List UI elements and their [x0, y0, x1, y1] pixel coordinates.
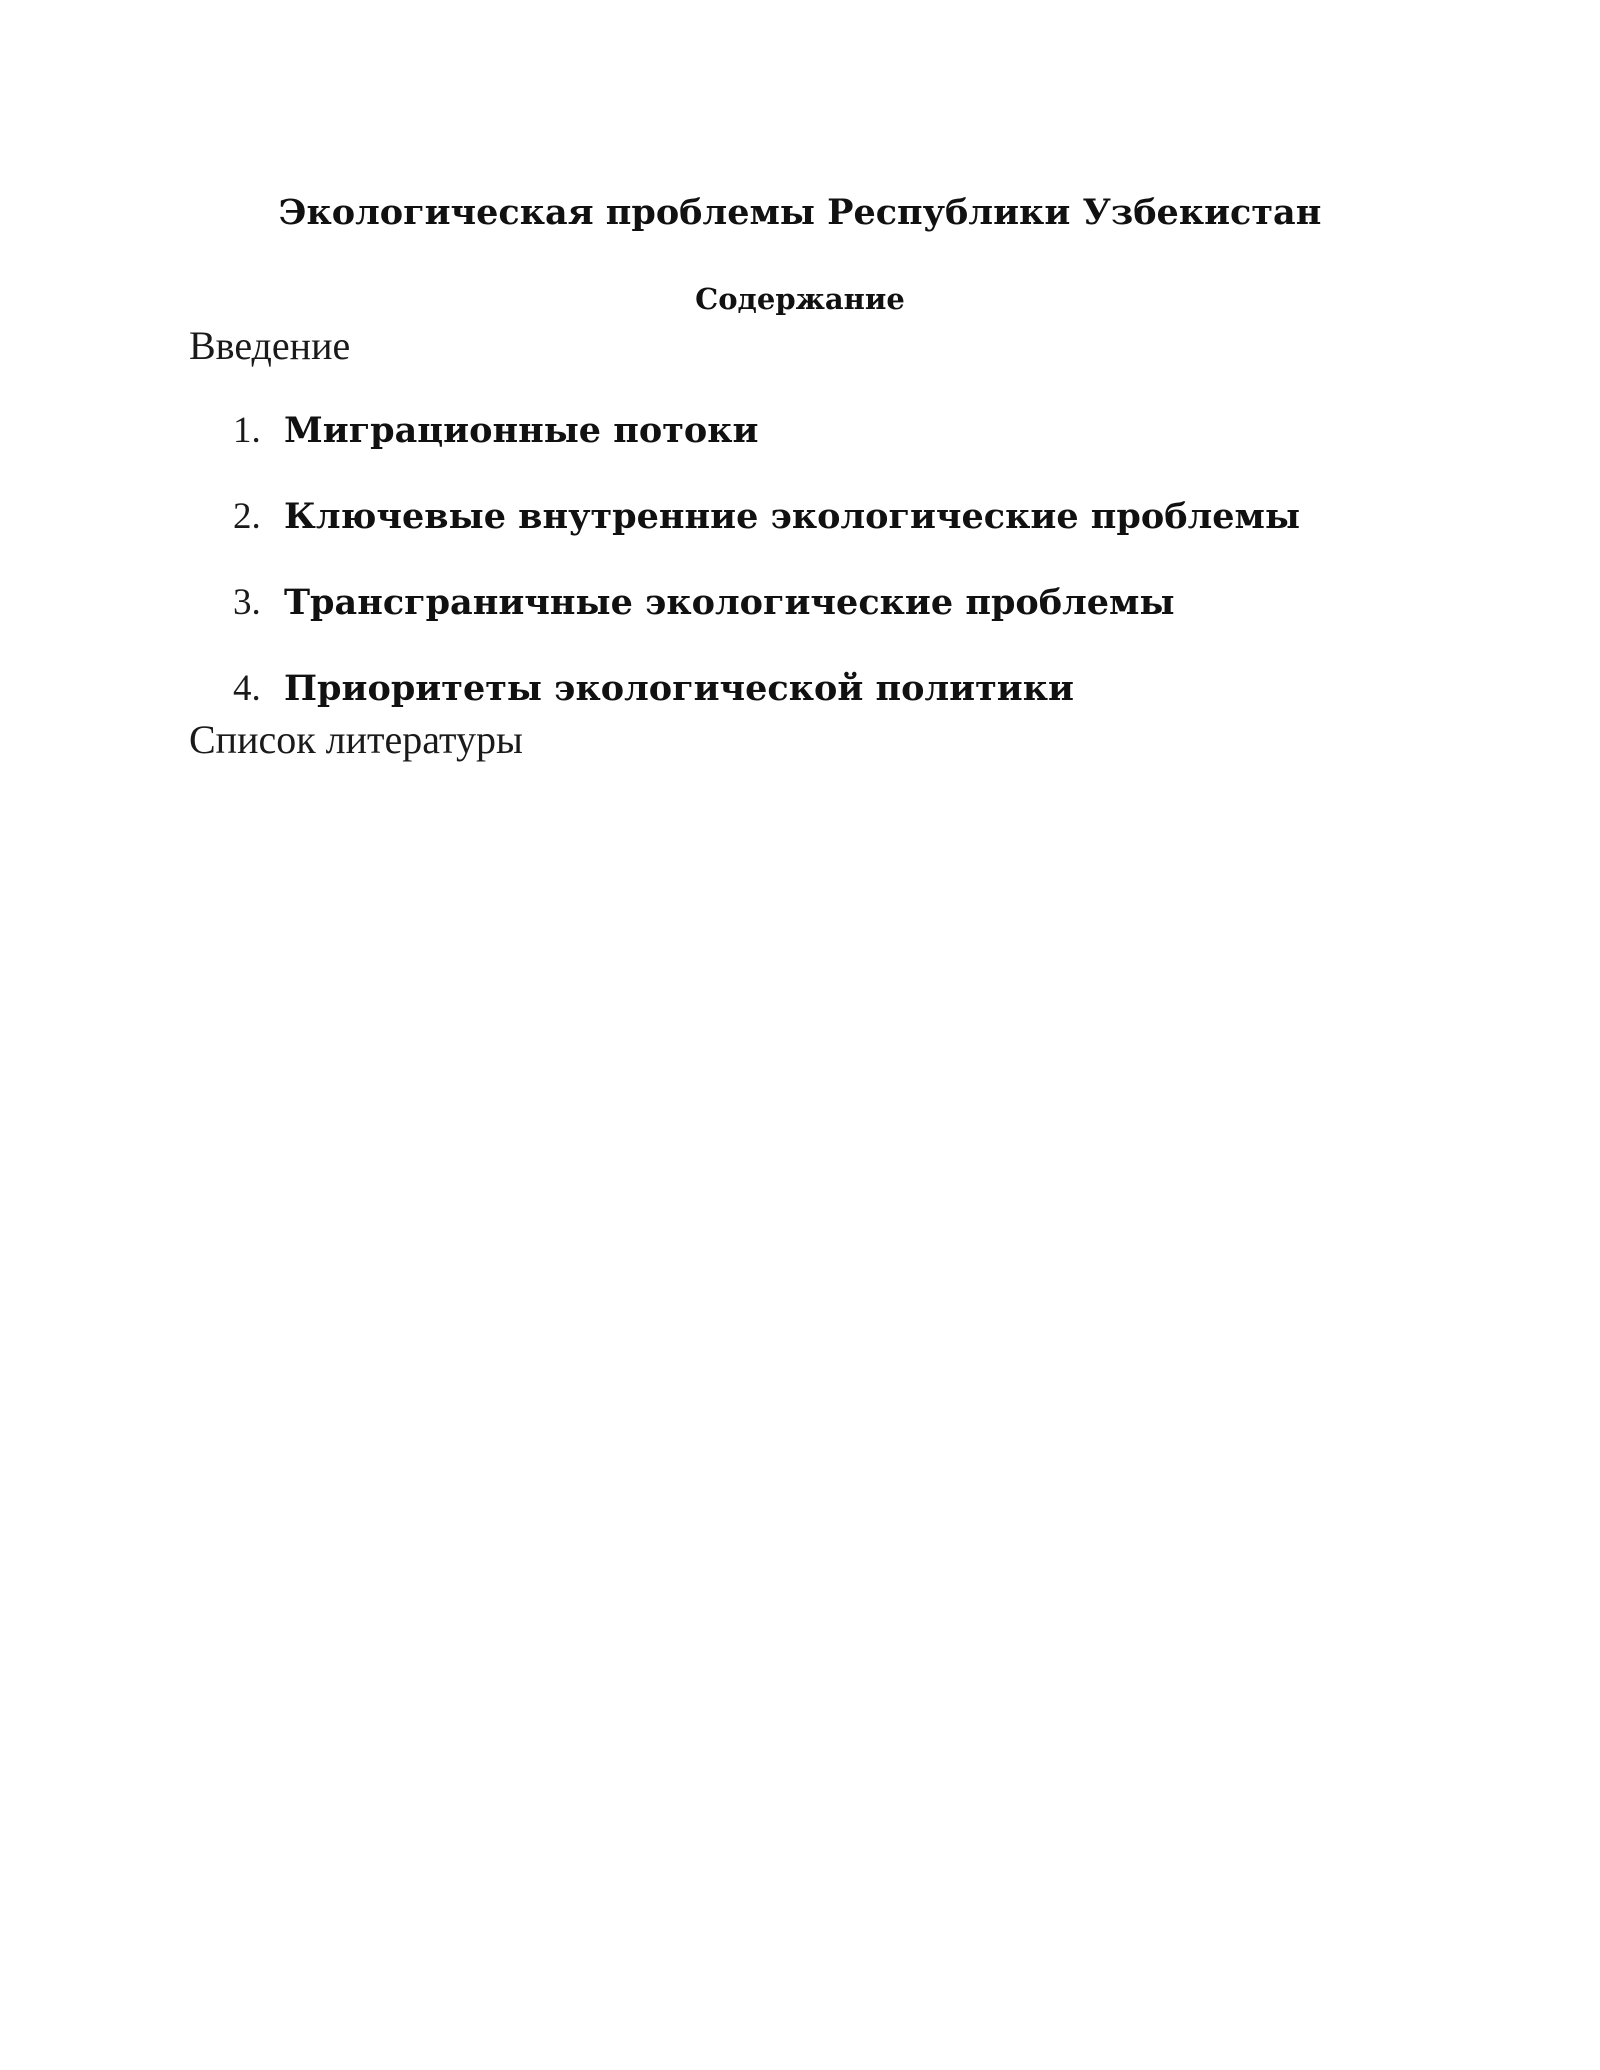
toc-item-number: 3. [233, 582, 261, 623]
toc-entry-introduction: Введение [189, 323, 351, 368]
toc-entry-references: Список литературы [189, 717, 523, 762]
document-title: Экологическая проблемы Республики Узбекистан [278, 192, 1322, 233]
toc-item-text: Приоритеты экологической политики [284, 668, 1074, 709]
toc-item-text: Миграционные потоки [284, 410, 759, 451]
toc-item-number: 1. [233, 410, 261, 451]
toc-item-text: Ключевые внутренние экологические проблемы [284, 496, 1301, 537]
toc-heading: Содержание [695, 282, 905, 316]
toc-item-number: 2. [233, 496, 261, 537]
toc-item-number: 4. [233, 668, 261, 709]
toc-item-text: Трансграничные экологические проблемы [284, 582, 1175, 623]
